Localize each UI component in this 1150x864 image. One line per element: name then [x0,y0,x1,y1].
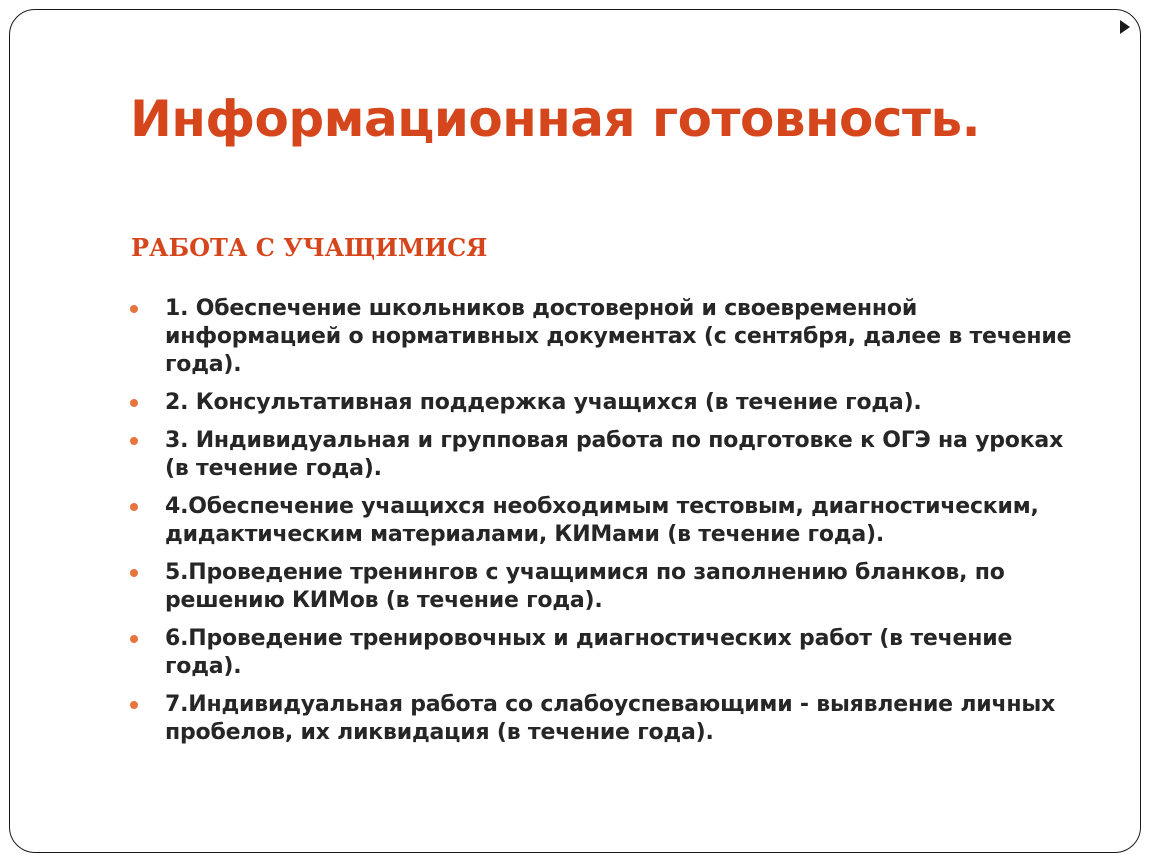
list-item [130,427,1090,483]
corner-arrow-icon [1120,20,1130,34]
bullet-dot-icon [130,569,138,577]
list-item-text: 7.Индивидуальная работа со слабоуспевающими - выявление личных пробелов, их ликвидация (в течение года). [165,692,1056,745]
list-item [130,691,1090,747]
bullet-list [130,295,1090,757]
slide-frame [9,9,1141,853]
bullet-dot-icon [130,701,138,709]
list-item-text: 1. Обеспечение школьников достоверной и своевременной информацией о нормативных документах (с сентября, далее в течение года). [165,296,1072,377]
bullet-dot-icon [130,305,138,313]
bullet-dot-icon [130,437,138,445]
list-item-text: 5.Проведение тренингов с учащимися по заполнению бланков, по решению КИМов (в течение года). [165,560,1005,613]
slide-title: Информационная готовность. [130,90,981,148]
list-item [130,493,1090,549]
list-item [130,625,1090,681]
list-item-text: 4.Обеспечение учащихся необходимым тестовым, диагностическим, дидактическим материалами, КИМами (в течение года). [165,494,1039,547]
slide-subtitle: РАБОТА С УЧАЩИМИСЯ [131,233,488,262]
bullet-dot-icon [130,635,138,643]
list-item [130,559,1090,615]
list-item-text: 6.Проведение тренировочных и диагностических работ (в течение года). [165,626,1013,679]
list-item [130,389,1090,417]
bullet-dot-icon [130,503,138,511]
list-item-text: 3. Индивидуальная и групповая работа по подготовке к ОГЭ на уроках (в течение года). [165,428,1064,481]
bullet-dot-icon [130,399,138,407]
list-item [130,295,1090,379]
list-item-text: 2. Консультативная поддержка учащихся (в течение года). [165,390,922,415]
